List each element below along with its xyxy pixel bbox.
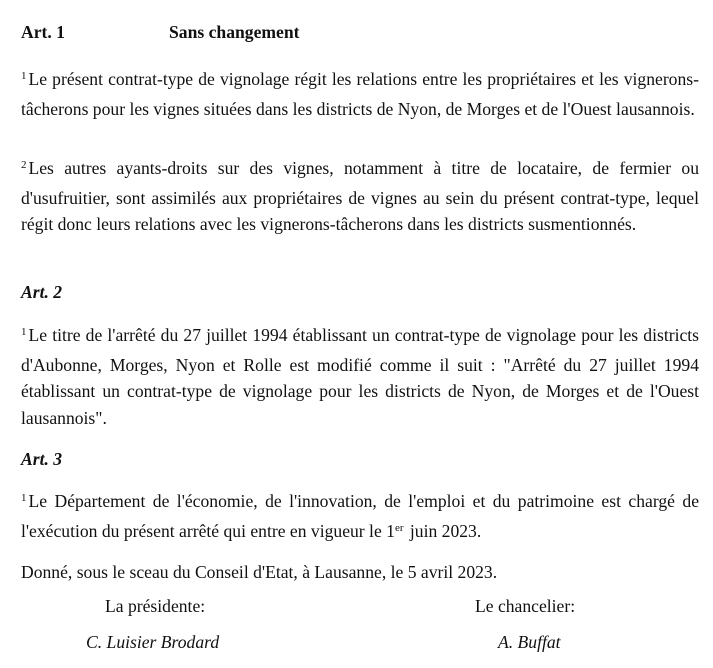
article-1-paragraph-1 [21, 66, 699, 122]
right-signatory-role: Le chancelier: [475, 596, 576, 616]
paragraph-text: Le Département de l'économie, de l'innovation, de l'emploi et du patrimoine est chargé de l'exécution du présent arrêté qui entre en vigueur le 1 [21, 491, 699, 541]
paragraph-number: 1 [21, 492, 27, 504]
article-2-heading: Art. 2 [21, 282, 63, 302]
article-1-paragraph-2 [21, 155, 699, 238]
ordinal-suffix: er [394, 521, 404, 534]
paragraph-text: Les autres ayants-droits sur des vignes, notamment à titre de locataire, de fermier ou d'usufruitier, sont assimilés aux propriétaires de vignes au sein du présent contrat-type, lequel régit donc leurs relations avec les vignerons-tâcherons dans les districts susmentionnés. [21, 158, 699, 234]
paragraph-number: 2 [21, 159, 27, 171]
article-3-heading: Art. 3 [21, 449, 63, 469]
article-3-paragraph-1 [21, 488, 699, 547]
paragraph-number: 1 [21, 70, 27, 82]
paragraph-number: 1 [21, 326, 27, 338]
article-2-paragraph-1 [21, 322, 699, 431]
closing-statement: Donné, sous le sceau du Conseil d'Etat, à Lausanne, le 5 avril 2023. [21, 562, 498, 582]
left-signatory-name: C. Luisier Brodard [86, 632, 220, 652]
left-signatory-role: La présidente: [105, 596, 206, 616]
paragraph-text: Le titre de l'arrêté du 27 juillet 1994 établissant un contrat-type de vignolage pour les districts d'Aubonne, Morges, Nyon et Rolle est modifié comme il suit : "Arrêté du 27 juillet 1994 établissant un contrat-type de vignolage pour les districts de Nyon, de Morges et de l'Ouest lausannois". [21, 325, 699, 428]
paragraph-text-end: juin 2023. [405, 520, 482, 541]
right-signatory-name: A. Buffat [498, 632, 561, 652]
article-1-heading [21, 22, 300, 43]
article-1-number: Art. 1 [21, 22, 65, 42]
paragraph-text: Le présent contrat-type de vignolage régit les relations entre les propriétaires et les vignerons-tâcherons pour les vignes situées dans les districts de Nyon, de Morges et de l'Ouest lausannois. [21, 69, 699, 119]
article-1-title: Sans changement [169, 22, 300, 42]
